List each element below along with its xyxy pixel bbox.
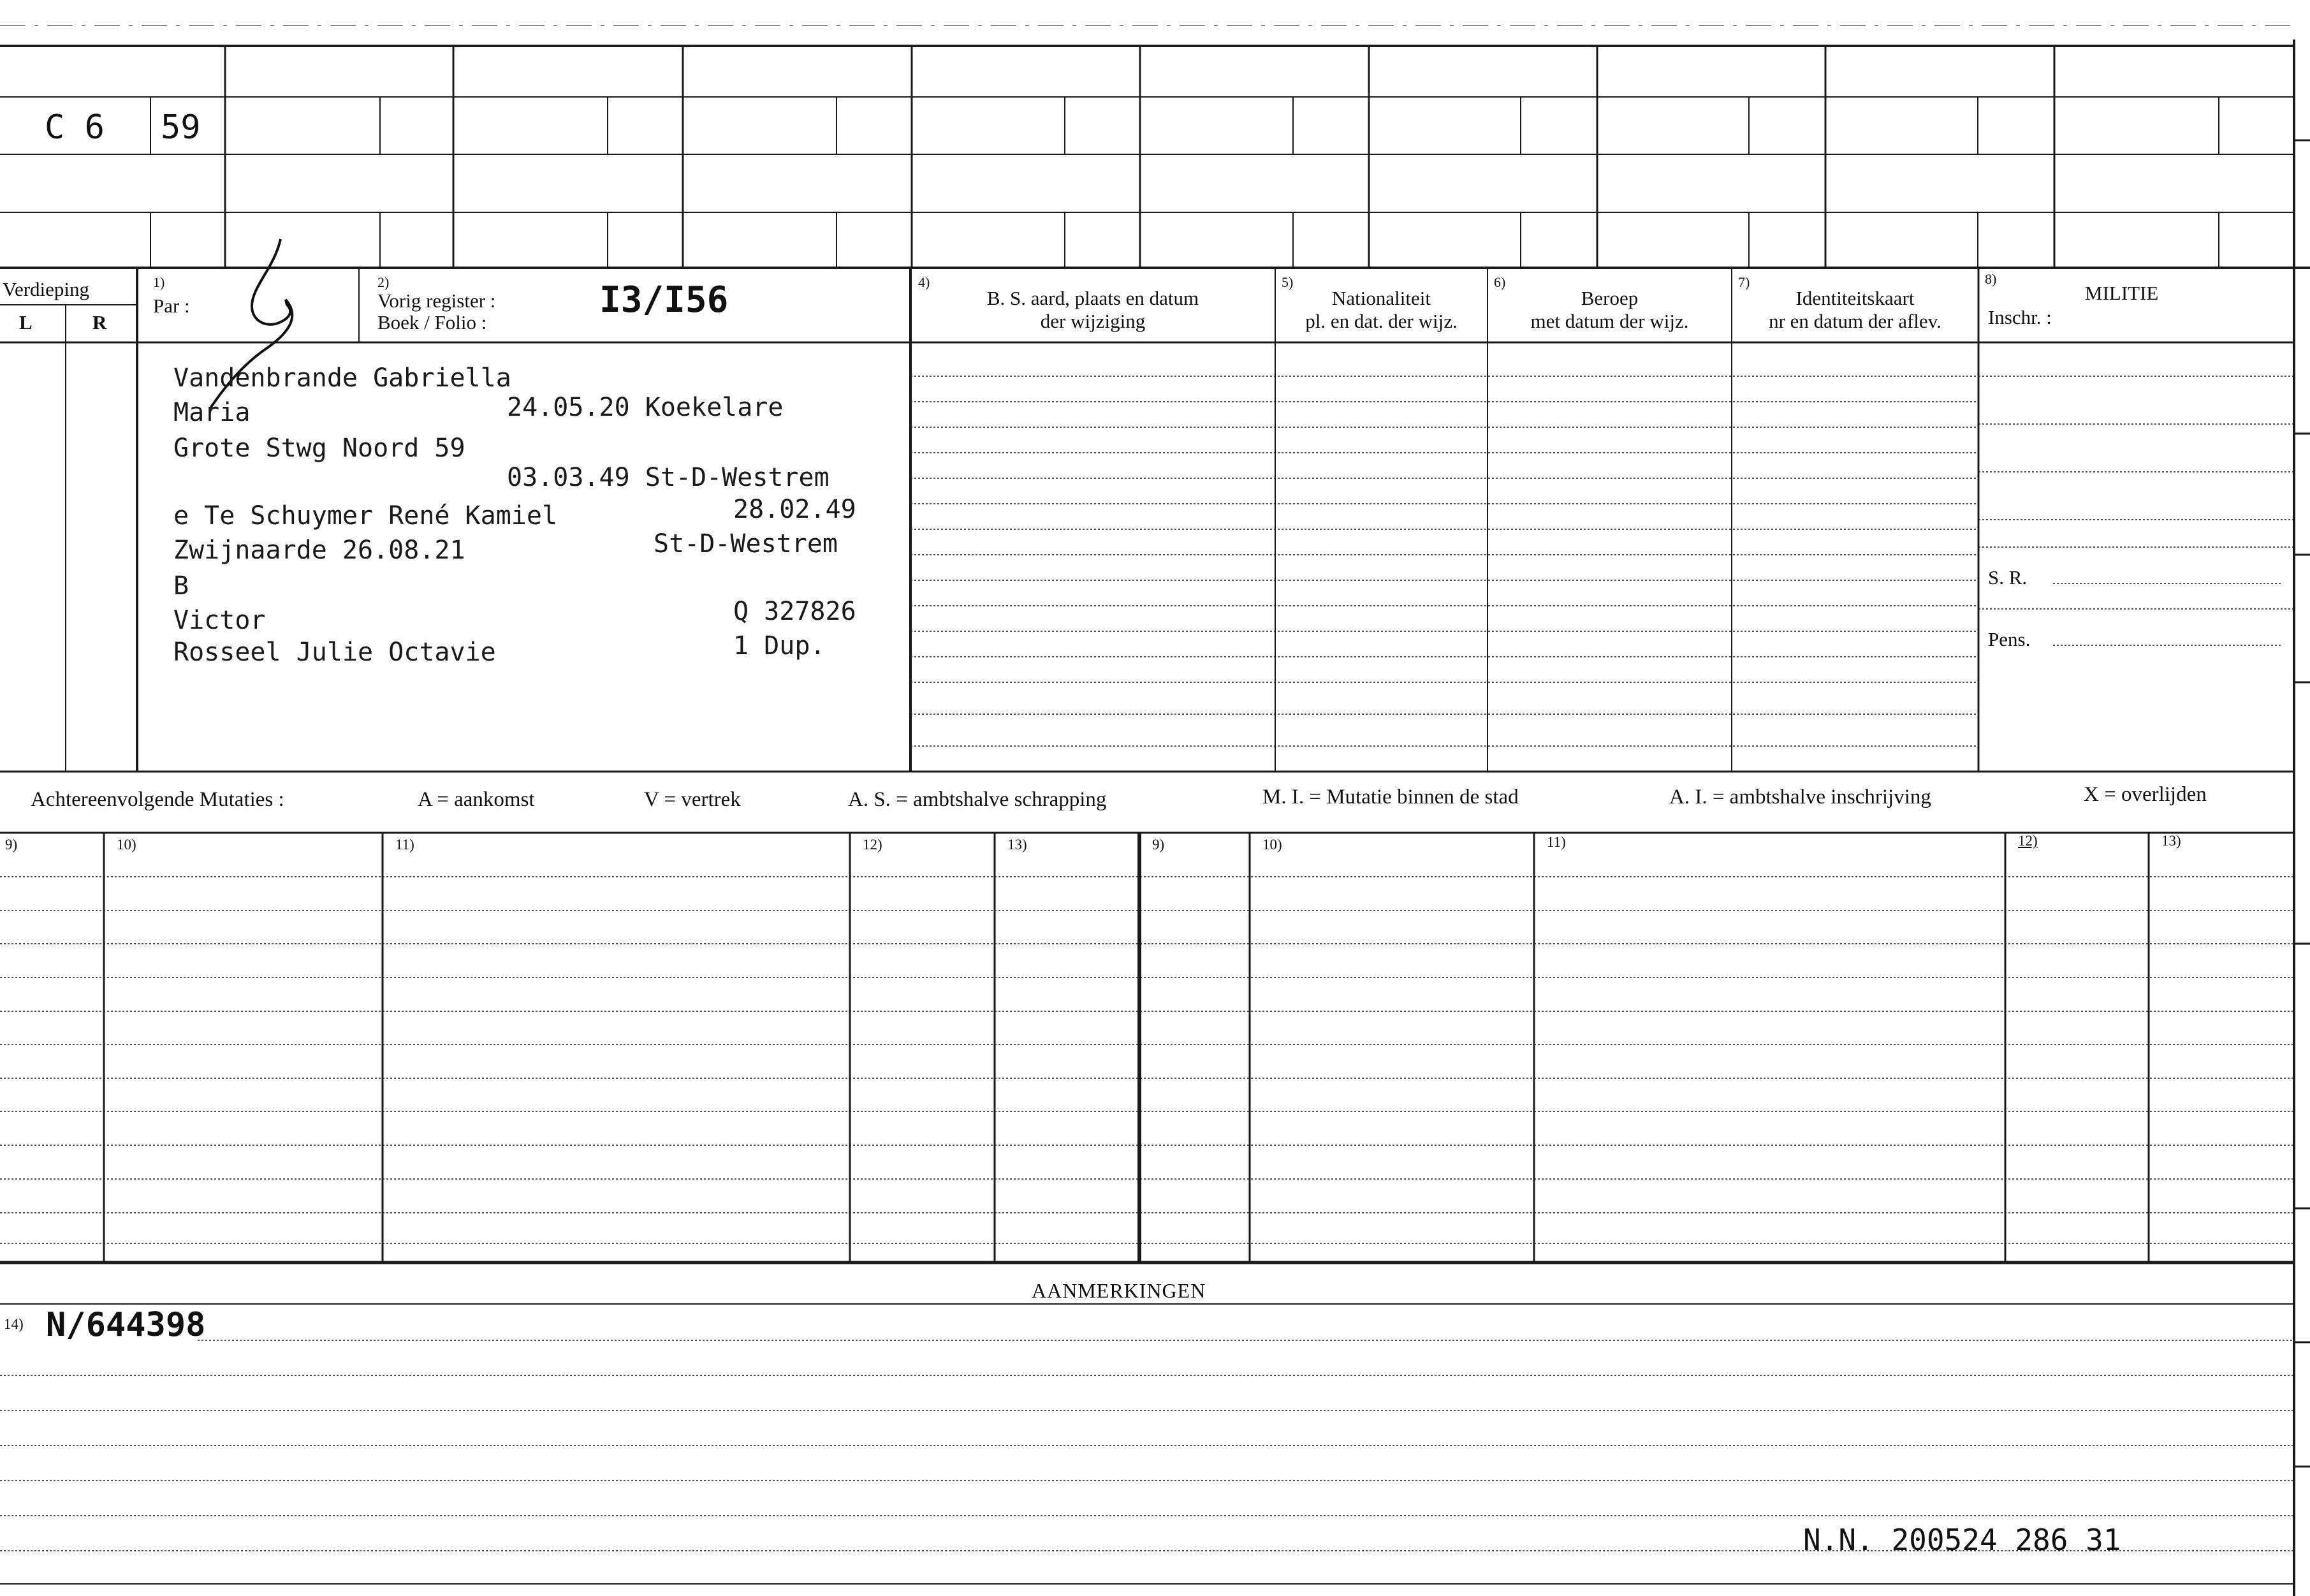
par-number: 1) <box>153 274 165 290</box>
person-marriage-place: St-D-Westrem <box>654 529 838 559</box>
mutation-col-9-right: 9) <box>1152 837 1165 853</box>
person-arrival: 03.03.49 St-D-Westrem <box>507 463 830 492</box>
verdieping-title: Verdieping <box>3 278 90 300</box>
verdieping-left: L <box>19 311 33 333</box>
person-father: Victor <box>173 606 266 635</box>
beroep-number: 6) <box>1494 274 1506 290</box>
militie-number: 8) <box>1985 271 1997 287</box>
person-spouse-birth: Zwijnaarde 26.08.21 <box>173 536 465 565</box>
mutation-col-11-right: 11) <box>1547 834 1566 850</box>
ident-heading-line2: nr en datum der aflev. <box>1769 310 1941 332</box>
remarks-number: 14) <box>4 1316 24 1332</box>
legend-vertrek: V = vertrek <box>644 788 741 811</box>
militie-sr-label: S. R. <box>1988 566 2028 589</box>
house-number: 59 <box>161 108 201 147</box>
legend-mutatie-binnen-stad: M. I. = Mutatie binnen de stad <box>1262 786 1519 809</box>
person-address: Grote Stwg Noord 59 <box>173 434 465 463</box>
mutations-title: Achtereenvolgende Mutaties : <box>31 788 284 811</box>
militie-title: MILITIE <box>2085 282 2159 304</box>
ident-number: 7) <box>1738 274 1750 290</box>
legend-aankomst: A = aankomst <box>418 788 535 811</box>
militie-pens-label: Pens. <box>1988 628 2031 650</box>
beroep-heading-line2: met datum der wijz. <box>1530 310 1689 332</box>
vorig-label: Vorig register : <box>377 289 496 312</box>
nat-heading-line2: pl. en dat. der wijz. <box>1305 310 1458 332</box>
beroep-heading-line1: Beroep <box>1581 287 1639 309</box>
person-given-name: Maria <box>173 398 251 427</box>
ident-heading-line1: Identiteitskaart <box>1795 287 1915 309</box>
mutation-col-13-left: 13) <box>1007 837 1027 853</box>
block-code: C 6 <box>45 108 105 147</box>
legend-ambtshalve-inschrijving: A. I. = ambtshalve inschrijving <box>1669 786 1931 809</box>
person-name: Vandenbrande Gabriella <box>173 363 511 393</box>
nat-heading-line1: Nationaliteit <box>1332 287 1431 309</box>
bs-heading-line1: B. S. aard, plaats en datum <box>986 287 1199 309</box>
bs-number: 4) <box>918 274 930 290</box>
legend-overlijden: X = overlijden <box>2084 783 2207 806</box>
nn-number: N.N. 200524 286 31 <box>1803 1523 2121 1557</box>
remarks-national-number: N/644398 <box>46 1306 206 1344</box>
boek-folio-label: Boek / Folio : <box>377 311 487 333</box>
person-birth: 24.05.20 Koekelare <box>507 393 784 422</box>
mutation-col-11-left: 11) <box>395 837 414 853</box>
nat-number: 5) <box>1282 274 1294 290</box>
person-nationality: B <box>173 571 189 601</box>
verdieping-right: R <box>92 311 107 333</box>
person-spouse: e Te Schuymer René Kamiel <box>173 501 558 531</box>
remarks-title: AANMERKINGEN <box>1032 1279 1206 1302</box>
legend-ambtshalve-schrapping: A. S. = ambtshalve schrapping <box>848 788 1107 811</box>
mutation-col-12-right: 12) <box>2018 833 2038 849</box>
par-label: Par : <box>153 295 190 317</box>
vorig-number: 2) <box>377 274 390 290</box>
vorig-register-value: I3/I56 <box>599 279 729 321</box>
bs-heading-line2: der wijziging <box>1040 310 1146 332</box>
mutation-col-9-left: 9) <box>5 837 18 853</box>
mutation-col-12-left: 12) <box>863 837 882 853</box>
mutation-col-13-right: 13) <box>2161 833 2181 849</box>
mutation-col-10-right: 10) <box>1262 837 1282 853</box>
person-duplicate: 1 Dup. <box>733 631 826 661</box>
person-mother: Rosseel Julie Octavie <box>173 638 496 667</box>
mutation-col-10-left: 10) <box>117 837 136 853</box>
militie-inschr-label: Inschr. : <box>1988 306 2052 328</box>
person-id-number: Q 327826 <box>733 597 856 626</box>
person-marriage-date: 28.02.49 <box>733 495 856 524</box>
